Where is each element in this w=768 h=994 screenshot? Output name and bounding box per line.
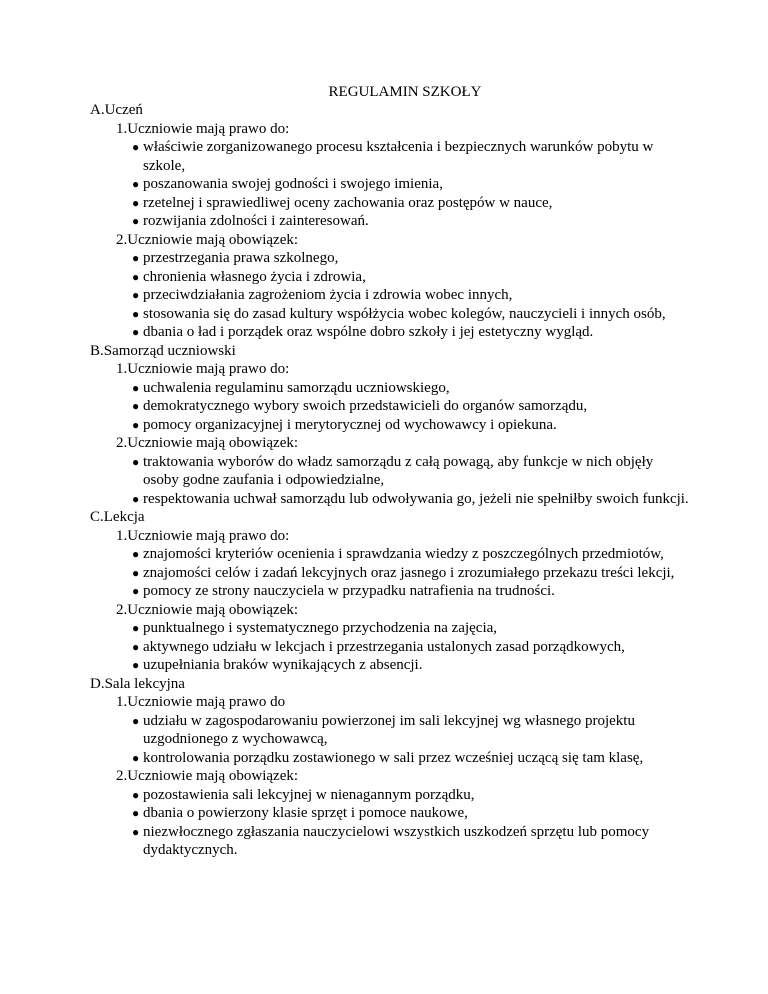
list-item-text: znajomości kryteriów ocenienia i sprawdzania wiedzy z poszczególnych przedmiotów, <box>143 546 664 562</box>
list-item-text: kontrolowania porządku zostawionego w sali przez wcześniej uczącą się tam klasę, <box>143 749 644 766</box>
list-item <box>132 564 690 583</box>
list-item <box>132 490 690 509</box>
section-title: A.Uczeń <box>90 102 143 118</box>
bullet-icon: ● <box>132 547 140 561</box>
bullet-icon: ● <box>132 621 140 635</box>
bullet-list <box>90 712 690 768</box>
list-item <box>132 249 690 268</box>
list-item-text: znajomości celów i zadań lekcyjnych oraz jasnego i zrozumiałego przekazu treści lekcji, <box>143 564 675 581</box>
bullet-icon: ● <box>132 306 140 321</box>
document-body <box>90 101 690 860</box>
section <box>90 675 690 860</box>
list-item-text: rozwijania zdolności i zainteresowań. <box>143 213 369 229</box>
bullet-icon: ● <box>132 713 140 728</box>
group-title: 1.Uczniowie mają prawo do: <box>116 120 290 137</box>
list-item <box>132 194 690 213</box>
list-item-text: respektowania uchwał samorządu lub odwoływania go, jeżeli nie spełniłby swoich funkcji. <box>143 490 689 507</box>
bullet-icon: ● <box>132 584 140 598</box>
list-item <box>132 379 690 398</box>
section-title: C.Lekcja <box>90 509 145 525</box>
list-item <box>132 545 690 564</box>
list-item-text: poszanowania swojej godności i swojego imienia, <box>143 176 443 192</box>
list-item <box>132 175 690 194</box>
section <box>90 342 690 509</box>
list-item <box>132 804 690 823</box>
list-item-text: rzetelnej i sprawiedliwej oceny zachowania oraz postępów w nauce, <box>143 194 553 211</box>
bullet-list <box>90 379 690 435</box>
bullet-icon: ● <box>132 787 140 802</box>
bullet-icon: ● <box>132 417 140 432</box>
bullet-list <box>90 786 690 860</box>
document-title: REGULAMIN SZKOŁY <box>328 84 482 100</box>
list-item <box>132 712 690 749</box>
bullet-icon: ● <box>132 380 140 395</box>
bullet-icon: ● <box>132 491 140 506</box>
list-item-text: przeciwdziałania zagrożeniom życia i zdrowia wobec innych, <box>143 287 513 303</box>
bullet-icon: ● <box>132 325 140 339</box>
bullet-list <box>90 453 690 509</box>
section <box>90 101 690 342</box>
list-item <box>132 138 690 175</box>
list-item-text: udziału w zagospodarowaniu powierzonej im sali lekcyjnej wg własnego projektu uzgodnionego z wychowawcą, <box>143 712 635 747</box>
list-item-text: demokratycznego wybory swoich przedstawicieli do organów samorządu, <box>143 398 588 414</box>
list-item <box>132 268 690 287</box>
list-item-text: stosowania się do zasad kultury współżycia wobec kolegów, nauczycieli i innych osób, <box>143 305 666 322</box>
list-item-text: dbania o powierzony klasie sprzęt i pomoce naukowe, <box>143 805 468 821</box>
list-item-text: właściwie zorganizowanego procesu kształcenia i bezpiecznych warunków pobytu w szkole, <box>143 139 654 174</box>
list-item <box>132 323 690 342</box>
list-item-text: pomocy organizacyjnej i merytorycznej od wychowawcy i opiekuna. <box>143 416 557 433</box>
bullet-list <box>90 138 690 231</box>
list-item-text: uzupełniania braków wynikających z absencji. <box>143 657 423 673</box>
list-item-text: punktualnego i systematycznego przychodzenia na zajęcia, <box>143 620 498 636</box>
bullet-icon: ● <box>132 639 140 654</box>
list-item <box>132 582 690 601</box>
group-title: 1.Uczniowie mają prawo do: <box>116 361 290 377</box>
bullet-icon: ● <box>132 177 140 191</box>
section-title: D.Sala lekcyjna <box>90 675 185 692</box>
bullet-icon: ● <box>132 288 140 302</box>
group-title: 1.Uczniowie mają prawo do <box>116 694 286 710</box>
bullet-icon: ● <box>132 251 140 265</box>
group-title: 2.Uczniowie mają obowiązek: <box>116 768 299 784</box>
list-item <box>132 656 690 675</box>
bullet-icon: ● <box>132 214 140 228</box>
bullet-list <box>90 619 690 675</box>
list-item <box>132 453 690 490</box>
list-item <box>132 305 690 324</box>
bullet-icon: ● <box>132 195 140 210</box>
list-item-text: dbania o ład i porządek oraz wspólne dobro szkoły i jej estetyczny wygląd. <box>143 324 594 340</box>
list-item <box>132 416 690 435</box>
section-title: B.Samorząd uczniowski <box>90 342 236 359</box>
list-item-text: pomocy ze strony nauczyciela w przypadku natrafienia na trudności. <box>143 583 555 599</box>
list-item-text: przestrzegania prawa szkolnego, <box>143 250 339 266</box>
list-item <box>132 619 690 638</box>
list-item-text: uchwalenia regulaminu samorządu uczniowskiego, <box>143 379 450 396</box>
group-title: 2.Uczniowie mają obowiązek: <box>116 601 299 618</box>
bullet-list <box>90 249 690 342</box>
list-item <box>132 786 690 805</box>
list-item-text: pozostawienia sali lekcyjnej w nienagannym porządku, <box>143 786 475 803</box>
section <box>90 508 690 675</box>
list-item <box>132 823 690 860</box>
bullet-icon: ● <box>132 565 140 580</box>
bullet-icon: ● <box>132 399 140 413</box>
group-title: 2.Uczniowie mają obowiązek: <box>116 435 299 451</box>
bullet-list <box>90 545 690 601</box>
list-item <box>132 286 690 305</box>
bullet-icon: ● <box>132 806 140 820</box>
list-item-text: traktowania wyborów do władz samorządu z całą powagą, aby funkcje w nich objęły osoby godne zaufania i odpowiedzialne, <box>143 453 654 488</box>
list-item-text: niezwłocznego zgłaszania nauczycielowi wszystkich uszkodzeń sprzętu lub pomocy dydaktycznych. <box>143 823 650 858</box>
list-item <box>132 397 690 416</box>
list-item-text: aktywnego udziału w lekcjach i przestrzegania ustalonych zasad porządkowych, <box>143 638 625 655</box>
list-item <box>132 638 690 657</box>
bullet-icon: ● <box>132 658 140 672</box>
bullet-icon: ● <box>132 269 140 284</box>
list-item-text: chronienia własnego życia i zdrowia, <box>143 268 366 285</box>
bullet-icon: ● <box>132 140 140 154</box>
bullet-icon: ● <box>132 454 140 469</box>
list-item <box>132 212 690 231</box>
bullet-icon: ● <box>132 750 140 765</box>
bullet-icon: ● <box>132 824 140 839</box>
list-item <box>132 749 690 768</box>
group-title: 2.Uczniowie mają obowiązek: <box>116 231 299 248</box>
group-title: 1.Uczniowie mają prawo do: <box>116 527 290 544</box>
